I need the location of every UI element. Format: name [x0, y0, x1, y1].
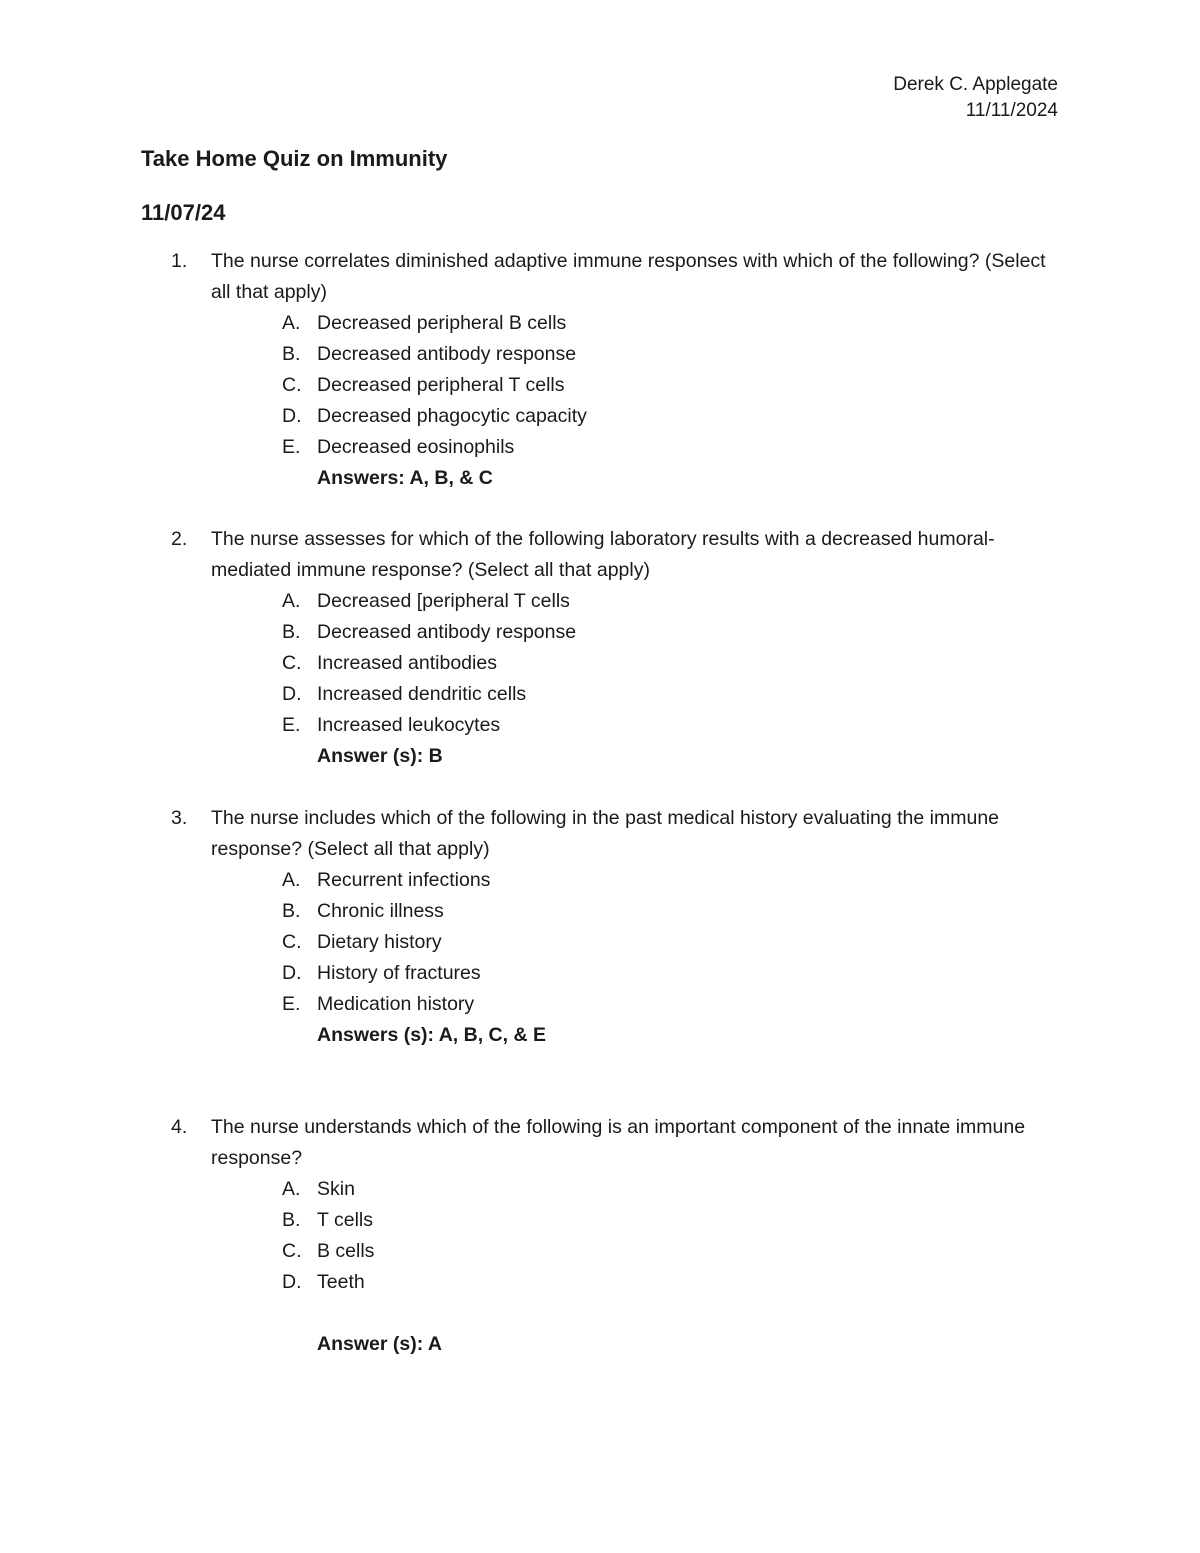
question-text: The nurse assesses for which of the following laboratory results with a decreased humoral-mediated immune response? (Select all that apply) — [211, 528, 995, 581]
answer-key: Answer (s): A — [317, 1333, 442, 1355]
option-b: B. Decreased antibody response — [282, 343, 577, 365]
option-d: D. Increased dendritic cells — [282, 683, 527, 705]
option-c: C. Decreased peripheral T cells — [282, 374, 565, 396]
option-b: B. Chronic illness — [282, 900, 444, 922]
question-number: 2. — [171, 528, 188, 550]
option-b: B. Decreased antibody response — [282, 621, 577, 643]
option-a: A. Skin — [282, 1178, 355, 1200]
question-number: 1. — [171, 250, 188, 272]
option-d: D. Decreased phagocytic capacity — [282, 405, 587, 427]
option-list — [141, 586, 1061, 741]
quiz-date: 11/07/24 — [141, 200, 226, 225]
option-d: D. History of fractures — [282, 962, 481, 984]
author-name: Derek C. Applegate — [893, 74, 1058, 95]
option-list — [141, 1174, 1061, 1298]
option-list — [141, 308, 1061, 463]
option-a: A. Decreased peripheral B cells — [282, 312, 567, 334]
answer-key: Answers (s): A, B, C, & E — [317, 1024, 546, 1046]
option-e: E. Decreased eosinophils — [282, 436, 515, 458]
question-4 — [141, 1112, 1061, 1360]
option-list — [141, 865, 1061, 1020]
question-text: The nurse correlates diminished adaptive immune responses with which of the following? (Select all that apply) — [211, 250, 1046, 303]
question-number: 4. — [171, 1116, 188, 1138]
option-c: C. B cells — [282, 1240, 375, 1262]
answer-key: Answers: A, B, & C — [317, 467, 493, 489]
answer-key: Answer (s): B — [317, 745, 443, 767]
option-c: C. Dietary history — [282, 931, 442, 953]
question-text: The nurse understands which of the following is an important component of the innate immune response? — [211, 1116, 1026, 1169]
question-1 — [141, 246, 1061, 494]
option-e: E. Medication history — [282, 993, 475, 1015]
question-3 — [141, 803, 1061, 1051]
option-b: B. T cells — [282, 1209, 373, 1231]
option-e: E. Increased leukocytes — [282, 714, 501, 736]
submission-date: 11/11/2024 — [965, 100, 1058, 121]
option-a: A. Decreased [peripheral T cells — [282, 590, 570, 612]
question-number: 3. — [171, 807, 188, 829]
page-title: Take Home Quiz on Immunity — [141, 146, 448, 171]
option-c: C. Increased antibodies — [282, 652, 497, 674]
question-2 — [141, 524, 1061, 772]
option-d: D. Teeth — [282, 1271, 365, 1293]
option-a: A. Recurrent infections — [282, 869, 491, 891]
author-header — [893, 72, 1058, 124]
question-text: The nurse includes which of the following in the past medical history evaluating the immune response? (Select all that apply) — [211, 807, 1000, 860]
